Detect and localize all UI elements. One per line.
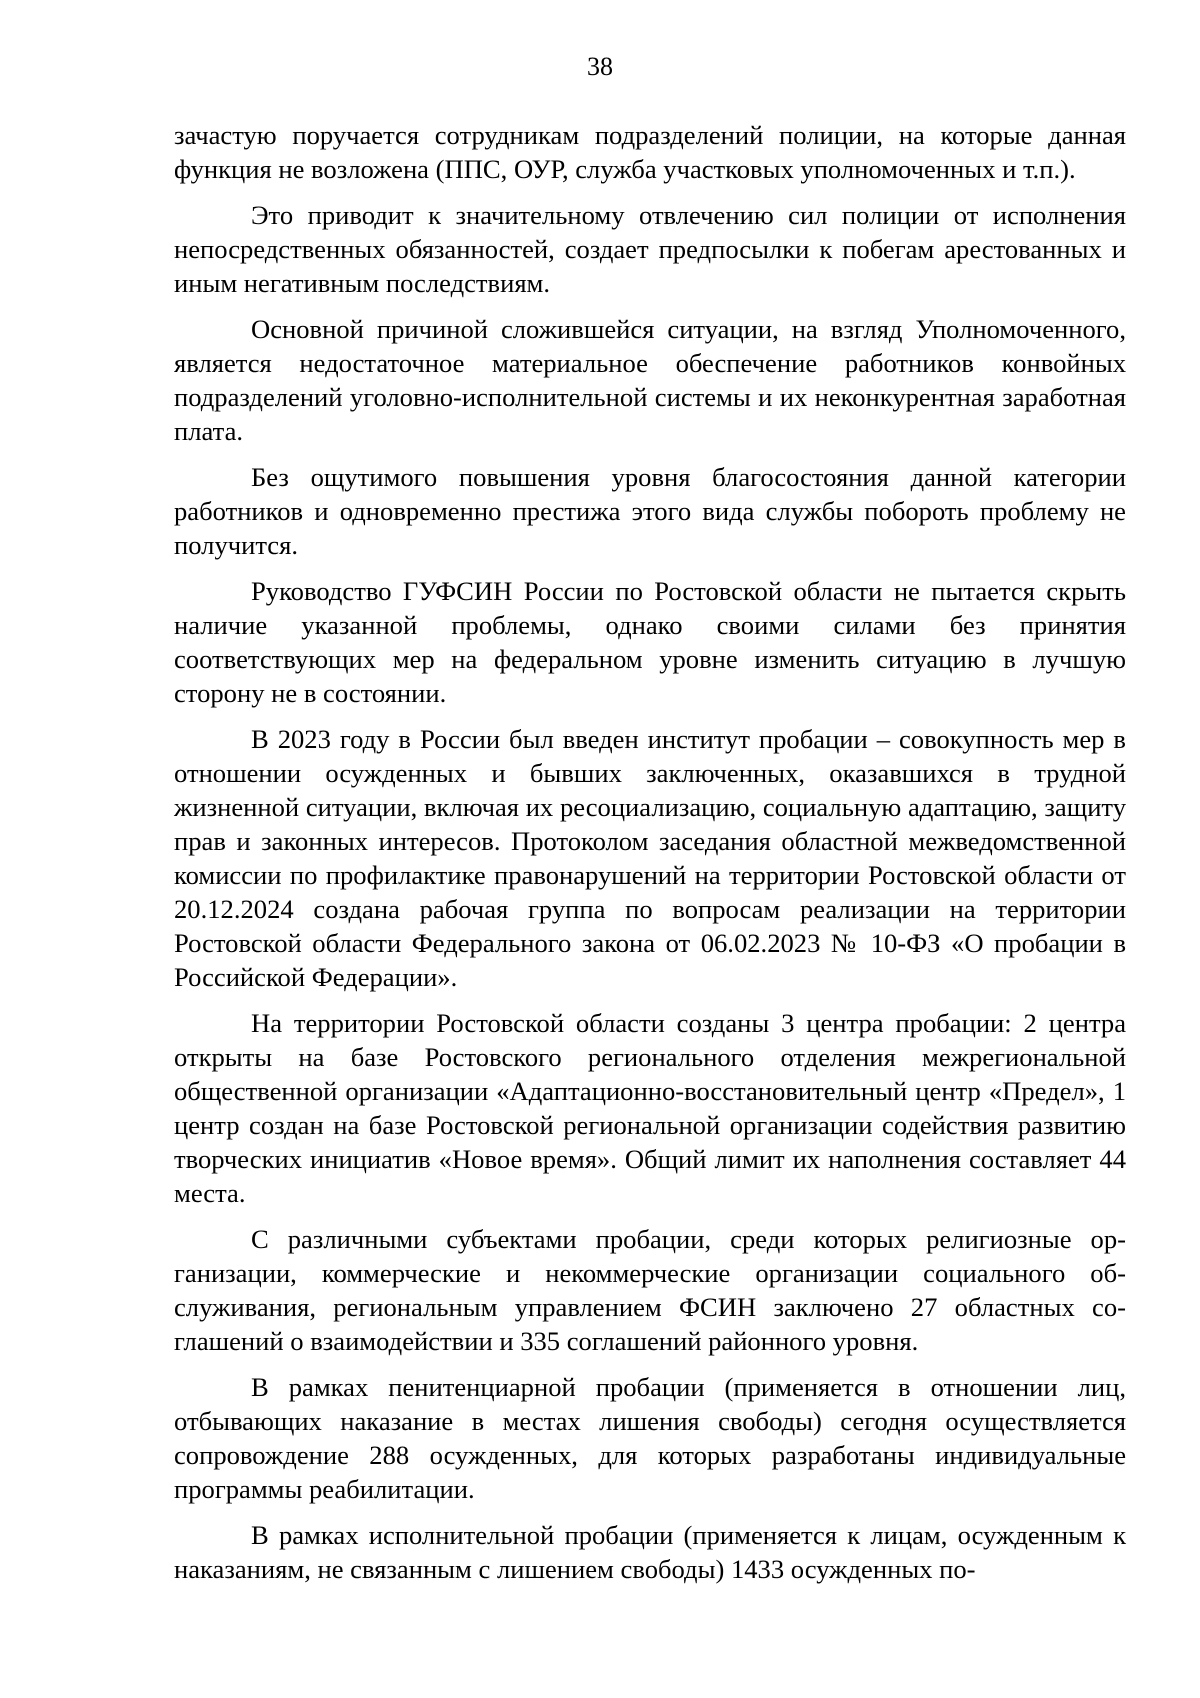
paragraph: Это приводит к значительному отвлечению сил полиции от исполнения непосредственных обязанностей, создает предпосылки к побегам арестованных и иным негативным последствиям. — [174, 200, 1126, 298]
paragraph: Основной причиной сложившейся ситуации, на взгляд Уполномоченного, является недостаточное материальное обеспечение работников конвойных подразделений уголовно-исполнительной системы и их неконкурентная заработная плата. — [174, 314, 1126, 446]
paragraph: На территории Ростовской области созданы 3 центра пробации: 2 центра открыты на базе Ростовского регионального отделения межрегиональной общественной организации «Адаптационно-восстановительный центр «Предел», 1 центр создан на базе Ростовской региональной организации содействия развитию творческих инициатив «Новое время». Общий лимит их наполнения составляет 44 места. — [174, 1008, 1126, 1208]
paragraph: В рамках исполнительной пробации (применяется к лицам, осужденным к наказаниям, не связанным с лишением свободы) 1433 осужденных по- — [174, 1520, 1126, 1584]
paragraph: С различными субъектами пробации, среди которых религиозные организации, коммерческие и некоммерческие организации социального обслуживания, региональным управлением ФСИН заключено 27 областных соглашений о взаимодействии и 335 соглашений районного уровня. — [174, 1224, 1126, 1356]
paragraph: Руководство ГУФСИН России по Ростовской области не пытается скрыть наличие указанной проблемы, однако своими силами без принятия соответствующих мер на федеральном уровне изменить ситуацию в лучшую сторону не в состоянии. — [174, 576, 1126, 708]
paragraph: Без ощутимого повышения уровня благосостояния данной категории работников и одновременно престижа этого вида службы побороть проблему не получится. — [174, 462, 1126, 560]
page-number: 38 — [587, 52, 613, 81]
paragraph: В 2023 году в России был введен институт пробации – совокупность мер в отношении осужденных и бывших заключенных, оказавшихся в трудной жизненной ситуации, включая их ресоциализацию, социальную адаптацию, защиту прав и законных интересов. Протоколом заседания областной межведомственной комиссии по профилактике правонарушений на территории Ростовской области от 20.12.2024 создана рабочая группа по вопросам реализации на территории Ростовской области Федерального закона от 06.02.2023 № 10-ФЗ «О пробации в Российской Федерации». — [174, 724, 1126, 992]
paragraph-continued: зачастую поручается сотрудникам подразделений полиции, на которые данная функция не возложена (ППС, ОУР, служба участковых уполномоченных и т.п.). — [174, 120, 1126, 184]
paragraph: В рамках пенитенциарной пробации (применяется в отношении лиц, отбывающих наказание в местах лишения свободы) сегодня осуществляется сопровождение 288 осужденных, для которых разработаны индивидуальные программы реабилитации. — [174, 1372, 1126, 1504]
document-body — [174, 118, 1126, 1598]
